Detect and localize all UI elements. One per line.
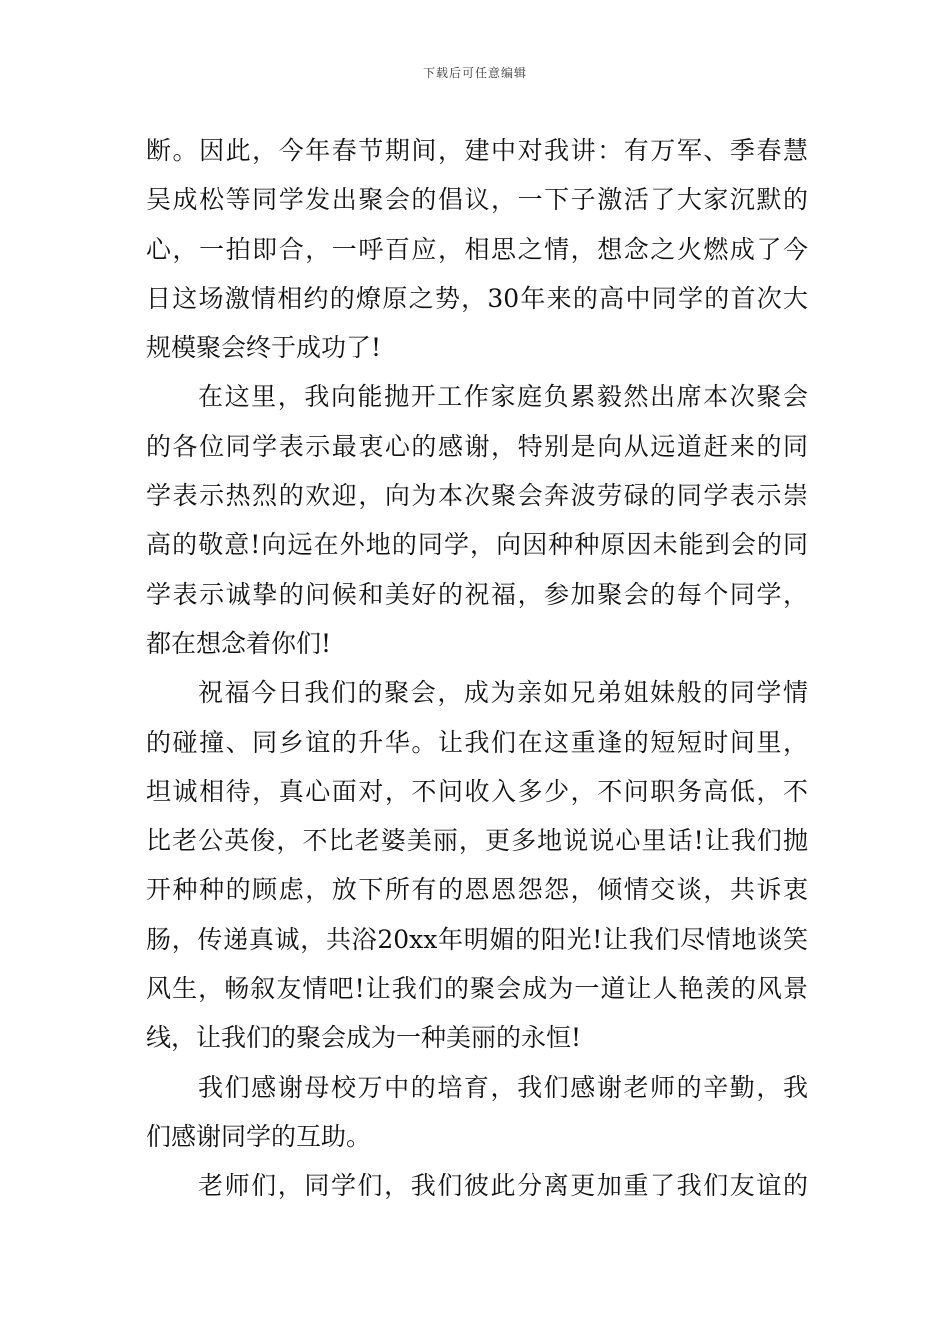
- text-line: 风生，畅叙友情吧!让我们的聚会成为一道让人艳羡的风景: [146, 974, 808, 1004]
- text-line: 断。因此，今年春节期间，建中对我讲：有万军、季春慧: [146, 136, 808, 165]
- text-line: 吴成松等同学发出聚会的倡议，一下子激活了大家沉默的: [146, 185, 808, 215]
- text-line: 祝福今日我们的聚会，成为亲如兄弟姐妹般的同学情: [198, 678, 808, 708]
- text-line: 开种种的顾虑，放下所有的恩恩怨怨，倾情交谈，共诉衷: [146, 875, 808, 905]
- text-line: 日这场激情相约的燎原之势，30年来的高中同学的首次大: [146, 283, 808, 313]
- text-line: 学表示热烈的欢迎，向为本次聚会奔波劳碌的同学表示崇: [146, 481, 808, 511]
- text-line: 学表示诚挚的问候和美好的祝福，参加聚会的每个同学，: [146, 579, 808, 609]
- text-line: 的各位同学表示最衷心的感谢，特别是向从远道赶来的同: [146, 431, 808, 461]
- page-header: 下载后可任意编辑: [422, 66, 527, 80]
- document-body: [146, 126, 808, 1211]
- text-line: 我们感谢母校万中的培育，我们感谢老师的辛勤，我: [198, 1072, 808, 1102]
- text-line: 肠，传递真诚，共浴20xx年明媚的阳光!让我们尽情地谈笑: [146, 924, 808, 954]
- text-line: 坦诚相待，真心面对，不问收入多少，不问职务高低，不: [146, 776, 808, 806]
- text-line: 老师们，同学们，我们彼此分离更加重了我们友谊的: [198, 1171, 808, 1201]
- text-line: 心，一拍即合，一呼百应，相思之情，想念之火燃成了今: [146, 234, 808, 264]
- text-line: 规模聚会终于成功了!: [146, 333, 382, 363]
- text-line: 的碰撞、同乡谊的升华。让我们在这重逢的短短时间里，: [146, 727, 808, 757]
- text-line: 线，让我们的聚会成为一种美丽的永恒!: [146, 1023, 582, 1053]
- text-line: 高的敬意!向远在外地的同学，向因种种原因未能到会的同: [146, 530, 808, 560]
- text-line: 都在想念着你们!: [146, 628, 332, 658]
- text-line: 在这里，我向能抛开工作家庭负累毅然出席本次聚会: [198, 382, 808, 412]
- text-line: 比老公英俊，不比老婆美丽，更多地说说心里话!让我们抛: [146, 826, 808, 856]
- text-line: 们感谢同学的互助。: [146, 1121, 372, 1151]
